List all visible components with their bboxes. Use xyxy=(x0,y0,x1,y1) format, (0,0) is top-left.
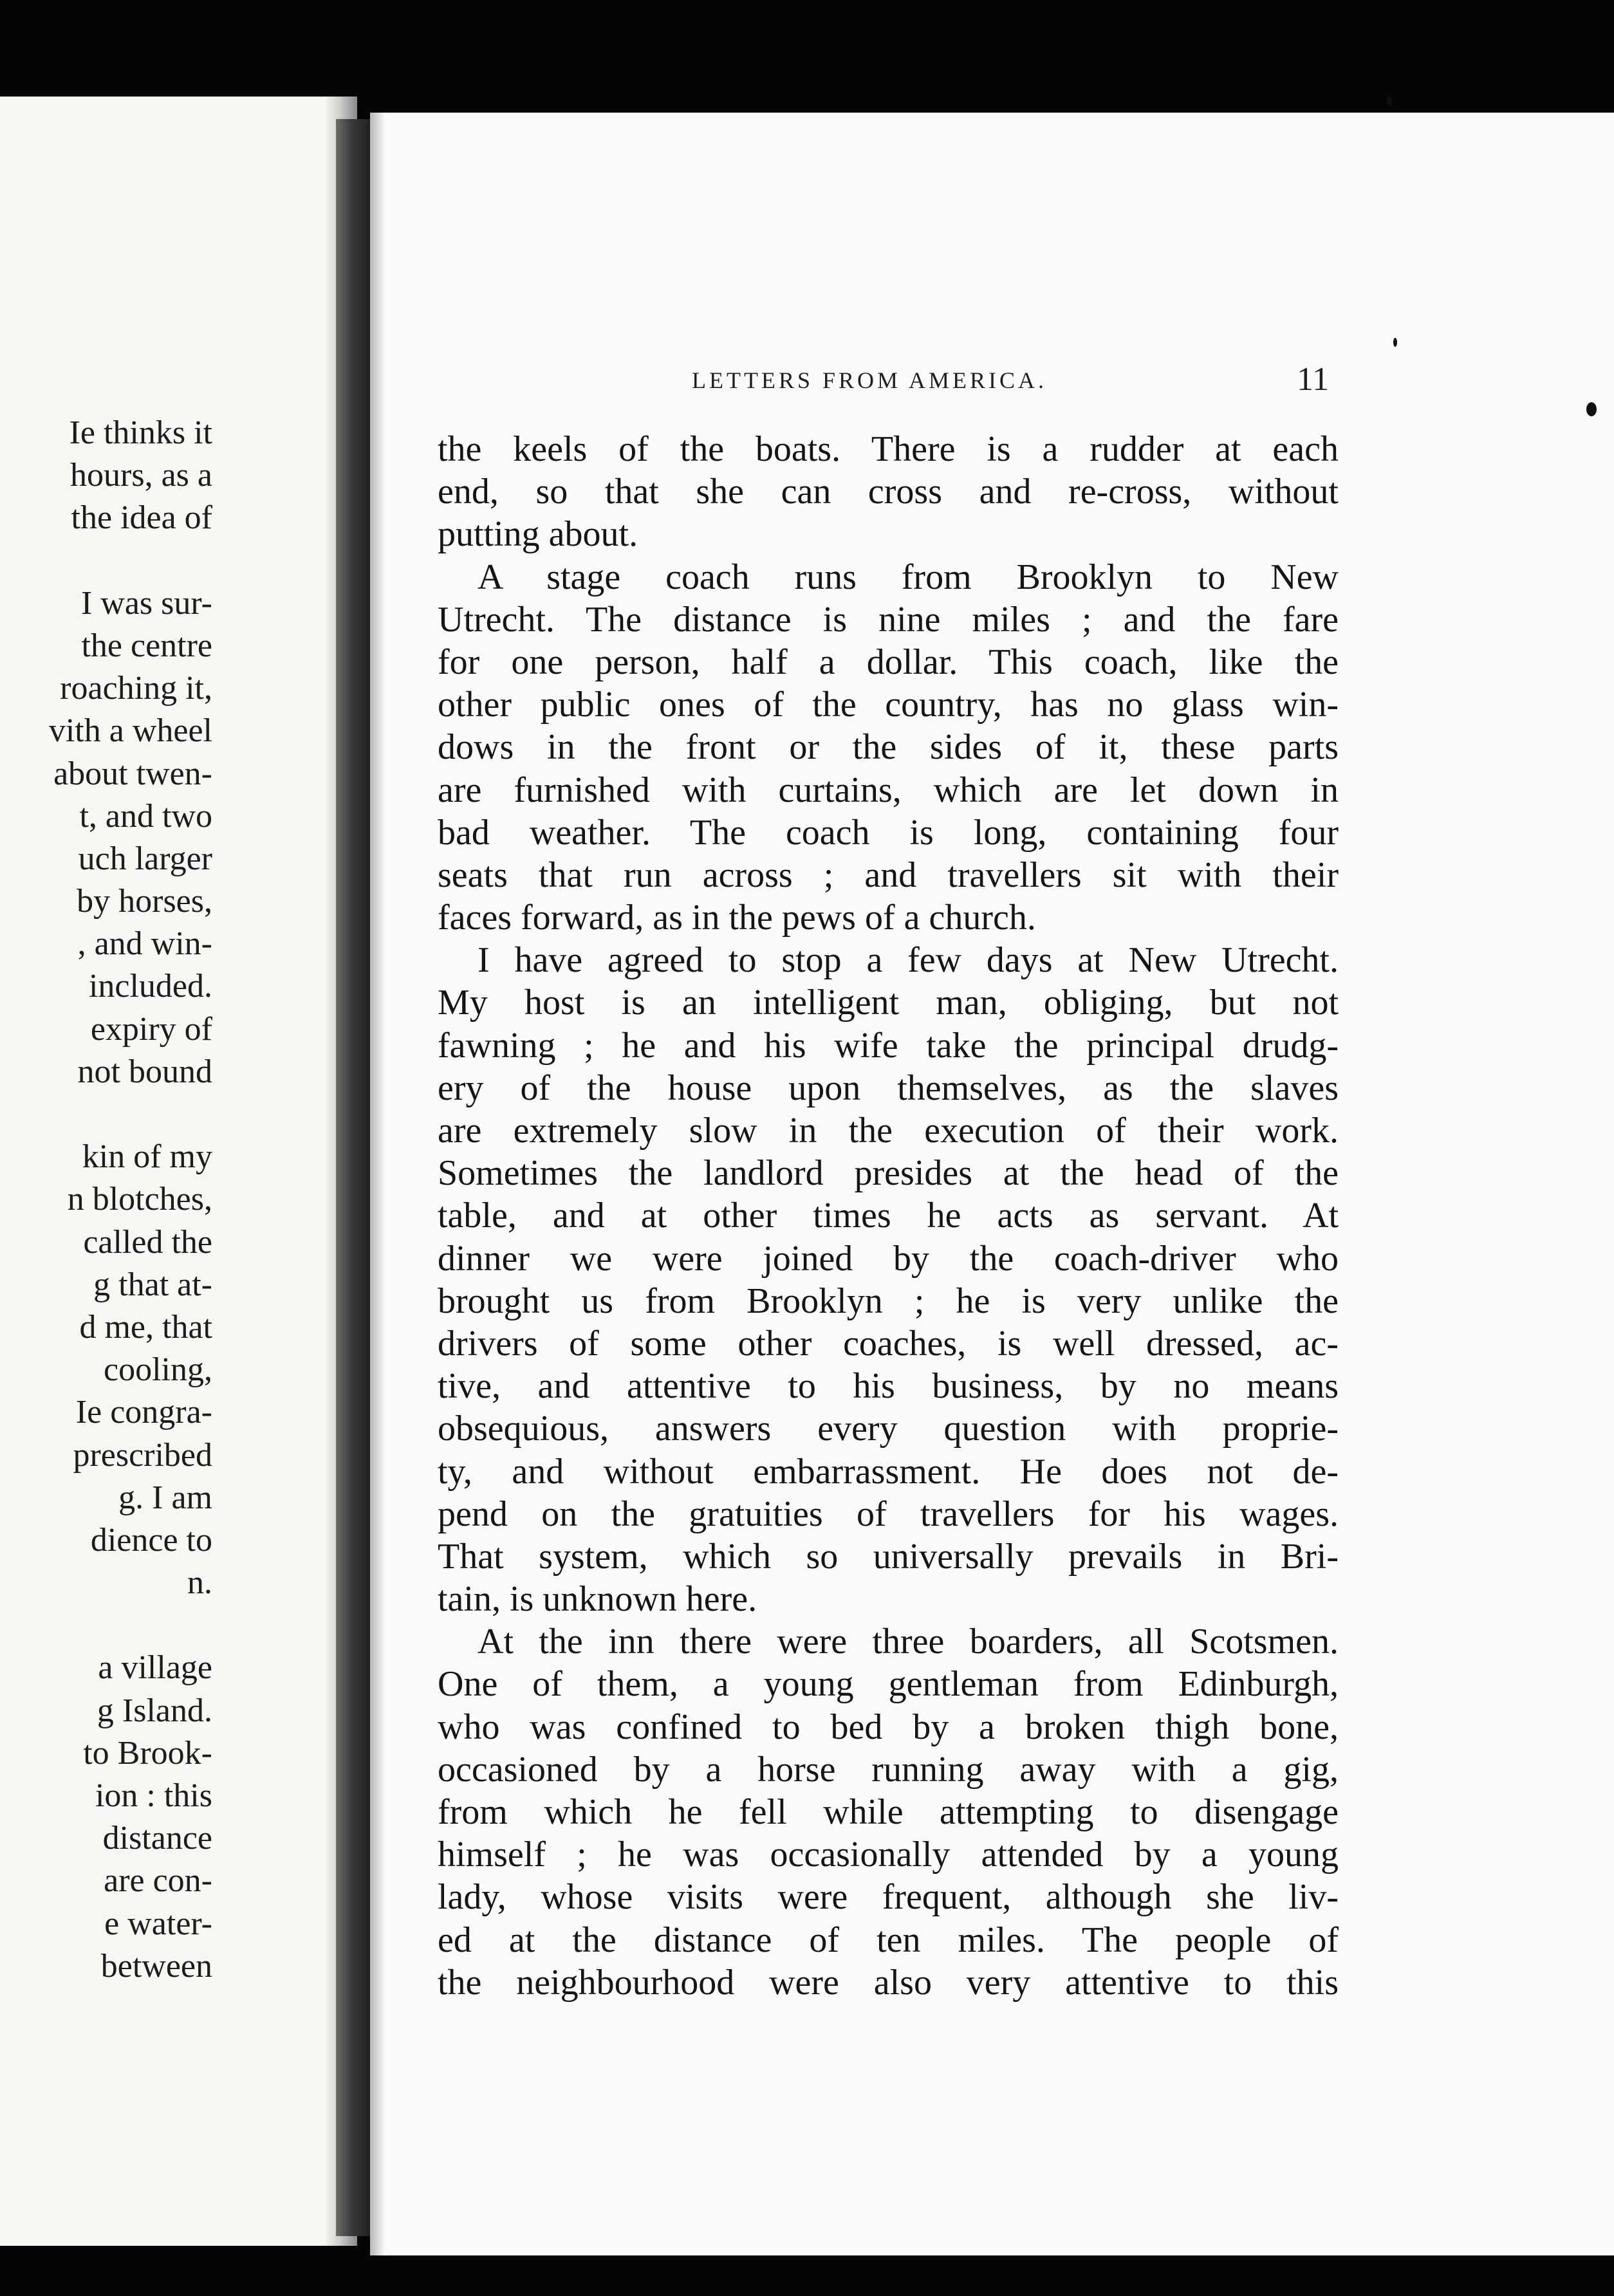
left-page-line: t, and two xyxy=(79,797,212,835)
left-page-line xyxy=(0,540,212,582)
text-line: A stage coach runs from Brooklyn to New xyxy=(478,557,1339,597)
text-line: are furnished with curtains, which are let down in xyxy=(438,770,1339,810)
text-line: bad weather. The coach is long, containing four xyxy=(438,812,1339,853)
left-page-line: to Brook- xyxy=(83,1734,212,1772)
book-gutter xyxy=(336,119,375,2236)
running-head: LETTERS FROM AMERICA. xyxy=(692,367,1048,393)
text-line: I have agreed to stop a few days at New Utrecht. xyxy=(478,940,1339,981)
text-line: for one person, half a dollar. This coach, like the xyxy=(438,642,1339,682)
text-line: Utrecht. The distance is nine miles ; and the fare xyxy=(438,599,1339,640)
left-page-line: kin of my xyxy=(82,1138,212,1176)
text-line: himself ; he was occasionally attended by a young xyxy=(438,1835,1339,1875)
left-page-line: dience to xyxy=(90,1521,212,1559)
text-line: are extremely slow in the execution of their work. xyxy=(438,1111,1339,1151)
left-page-line: g that at- xyxy=(93,1266,212,1303)
text-line: dinner we were joined by the coach-driver who xyxy=(438,1238,1339,1279)
text-line: brought us from Brooklyn ; he is very unlike the xyxy=(438,1281,1339,1321)
text-line: end, so that she can cross and re-cross, without xyxy=(438,472,1339,512)
text-line: pend on the gratuities of travellers for his wages. xyxy=(438,1494,1339,1534)
text-line: table, and at other times he acts as servant. At xyxy=(438,1196,1339,1236)
left-page-line: included. xyxy=(88,968,212,1005)
text-line: dows in the front or the sides of it, these parts xyxy=(438,727,1339,768)
left-page-line: , and win- xyxy=(77,925,212,963)
left-page-line: a village xyxy=(98,1649,212,1687)
right-page-edge xyxy=(370,113,384,2255)
text-line: other public ones of the country, has no glass win- xyxy=(438,685,1339,725)
ink-speck xyxy=(1393,338,1397,347)
left-page-text-fragments xyxy=(0,412,212,1988)
left-page-line: called the xyxy=(83,1223,212,1261)
left-page-line: expiry of xyxy=(90,1010,212,1048)
left-page-line: are con- xyxy=(104,1862,212,1900)
text-line: the keels of the boats. There is a rudder at each xyxy=(438,429,1339,469)
text-line: ty, and without embarrassment. He does not de- xyxy=(438,1451,1339,1492)
left-page-line: g Island. xyxy=(97,1692,212,1729)
text-line: Sometimes the landlord presides at the head of the xyxy=(438,1153,1339,1194)
left-page-line: hours, as a xyxy=(70,457,212,494)
left-page-line: ion : this xyxy=(95,1777,212,1814)
text-line: lady, whose visits were frequent, although she liv- xyxy=(438,1877,1339,1918)
ink-speck xyxy=(1387,97,1392,106)
left-page-line: e water- xyxy=(104,1905,212,1942)
left-page-line: distance xyxy=(102,1820,212,1857)
text-line: ed at the distance of ten miles. The people of xyxy=(438,1920,1339,1960)
text-line: tain, is unknown here. xyxy=(438,1579,757,1620)
ink-speck xyxy=(1586,402,1597,416)
left-page-line xyxy=(0,1604,212,1647)
left-page-line: d me, that xyxy=(79,1308,212,1346)
left-page-line: prescribed xyxy=(73,1436,212,1474)
left-page-line: not bound xyxy=(77,1053,212,1090)
text-line: who was confined to bed by a broken thigh bone, xyxy=(438,1707,1339,1747)
left-page-line: by horses, xyxy=(77,883,212,920)
text-line: faces forward, as in the pews of a church. xyxy=(438,898,1036,938)
left-page-line: the idea of xyxy=(71,499,212,537)
left-page-line: n. xyxy=(187,1564,212,1602)
body-text xyxy=(438,428,1339,2004)
text-line: At the inn there were three boarders, all Scotsmen. xyxy=(478,1622,1339,1662)
text-line: putting about. xyxy=(438,514,638,555)
left-page-line: uch larger xyxy=(78,840,212,877)
left-page-line: g. I am xyxy=(118,1479,212,1516)
page-number: 11 xyxy=(1297,361,1330,398)
text-line: ery of the house upon themselves, as the slaves xyxy=(438,1068,1339,1108)
text-line: My host is an intelligent man, obliging, but not xyxy=(438,983,1339,1023)
left-page-line: n blotches, xyxy=(67,1181,212,1218)
text-line: seats that run across ; and travellers sit with their xyxy=(438,855,1339,895)
text-line: from which he fell while attempting to disengage xyxy=(438,1792,1339,1832)
left-page-line xyxy=(0,1093,212,1136)
left-page-line: Ie thinks it xyxy=(69,414,212,451)
left-page-line: roaching it, xyxy=(60,670,212,707)
text-line: That system, which so universally prevails in Bri- xyxy=(438,1536,1339,1577)
text-line: obsequious, answers every question with proprie- xyxy=(438,1409,1339,1449)
text-line: drivers of some other coaches, is well dressed, ac- xyxy=(438,1323,1339,1364)
left-page-line: I was sur- xyxy=(80,584,212,622)
text-line: fawning ; he and his wife take the principal drudg- xyxy=(438,1025,1339,1066)
text-line: One of them, a young gentleman from Edinburgh, xyxy=(438,1664,1339,1705)
left-page-line: about twen- xyxy=(53,755,212,792)
left-page-line: cooling, xyxy=(104,1351,212,1389)
text-line: tive, and attentive to his business, by no means xyxy=(438,1366,1339,1407)
left-page-line: the centre xyxy=(81,627,212,664)
left-page-line: vith a wheel xyxy=(48,712,212,750)
text-line: the neighbourhood were also very attentive to this xyxy=(438,1962,1339,2003)
left-page-line: Ie congra- xyxy=(75,1394,212,1431)
text-line: occasioned by a horse running away with a gig, xyxy=(438,1749,1339,1790)
left-page-line: between xyxy=(100,1947,212,1985)
